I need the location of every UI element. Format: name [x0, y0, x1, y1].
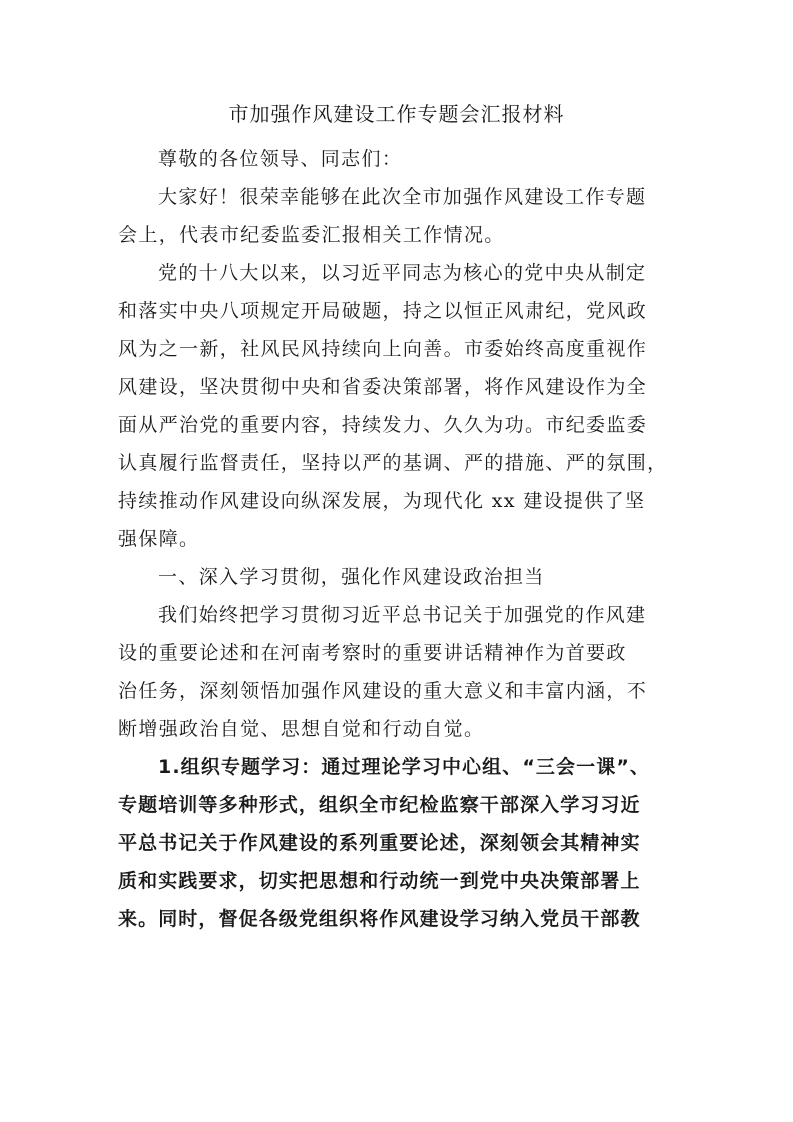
text-line: 设的重要论述和在河南考察时的重要讲话精神作为首要政: [118, 642, 627, 664]
text-line: 强保障。: [118, 528, 200, 550]
text-line: 面从严治党的重要内容，持续发力、久久为功。市纪委监委: [118, 414, 648, 436]
document-body: [118, 140, 675, 938]
paragraph-background: [118, 254, 675, 558]
text-line: 会上，代表市纪委监委汇报相关工作情况。: [118, 224, 505, 246]
text-line: 党的十八大以来，以习近平同志为核心的党中央从制定: [158, 262, 647, 284]
text-line: 治任务，深刻领悟加强作风建设的重大意义和丰富内涵，不: [118, 680, 648, 702]
text-line: 专题培训等多种形式，组织全市纪检监察干部深入学习习近: [118, 794, 641, 816]
document-title: 市加强作风建设工作专题会汇报材料: [228, 102, 565, 126]
text-line: 1.组织专题学习：通过理论学习中心组、“三会一课”、: [158, 756, 651, 778]
section-heading: 一、深入学习贯彻，强化作风建设政治担当: [158, 566, 545, 588]
text-line: 持续推动作风建设向纵深发展，为现代化 xx 建设提供了坚: [118, 490, 646, 512]
text-line: 风为之一新，社风民风持续向上向善。市委始终高度重视作: [118, 338, 648, 360]
text-line: 我们始终把学习贯彻习近平总书记关于加强党的作风建: [158, 604, 647, 626]
text-line: 风建设，坚决贯彻中央和省委决策部署，将作风建设作为全: [118, 376, 648, 398]
text-line: 大家好！很荣幸能够在此次全市加强作风建设工作专题: [158, 186, 647, 208]
text-line: 和落实中央八项规定开局破题，持之以恒正风肃纪，党风政: [118, 300, 648, 322]
text-line: 平总书记关于作风建设的系列重要论述，深刻领会其精神实: [118, 832, 641, 854]
paragraph-special-study: [118, 748, 675, 938]
text-line: 质和实践要求，切实把思想和行动统一到党中央决策部署上: [118, 870, 641, 892]
paragraph-study: [118, 596, 675, 748]
text-line: 认真履行监督责任，坚持以严的基调、严的措施、严的氛围，: [118, 452, 668, 474]
paragraph-greeting: [118, 178, 675, 254]
salutation: 尊敬的各位领导、同志们：: [158, 148, 403, 170]
text-line: 断增强政治自觉、思想自觉和行动自觉。: [118, 718, 485, 740]
text-line: 来。同时，督促各级党组织将作风建设学习纳入党员干部教: [118, 908, 641, 930]
